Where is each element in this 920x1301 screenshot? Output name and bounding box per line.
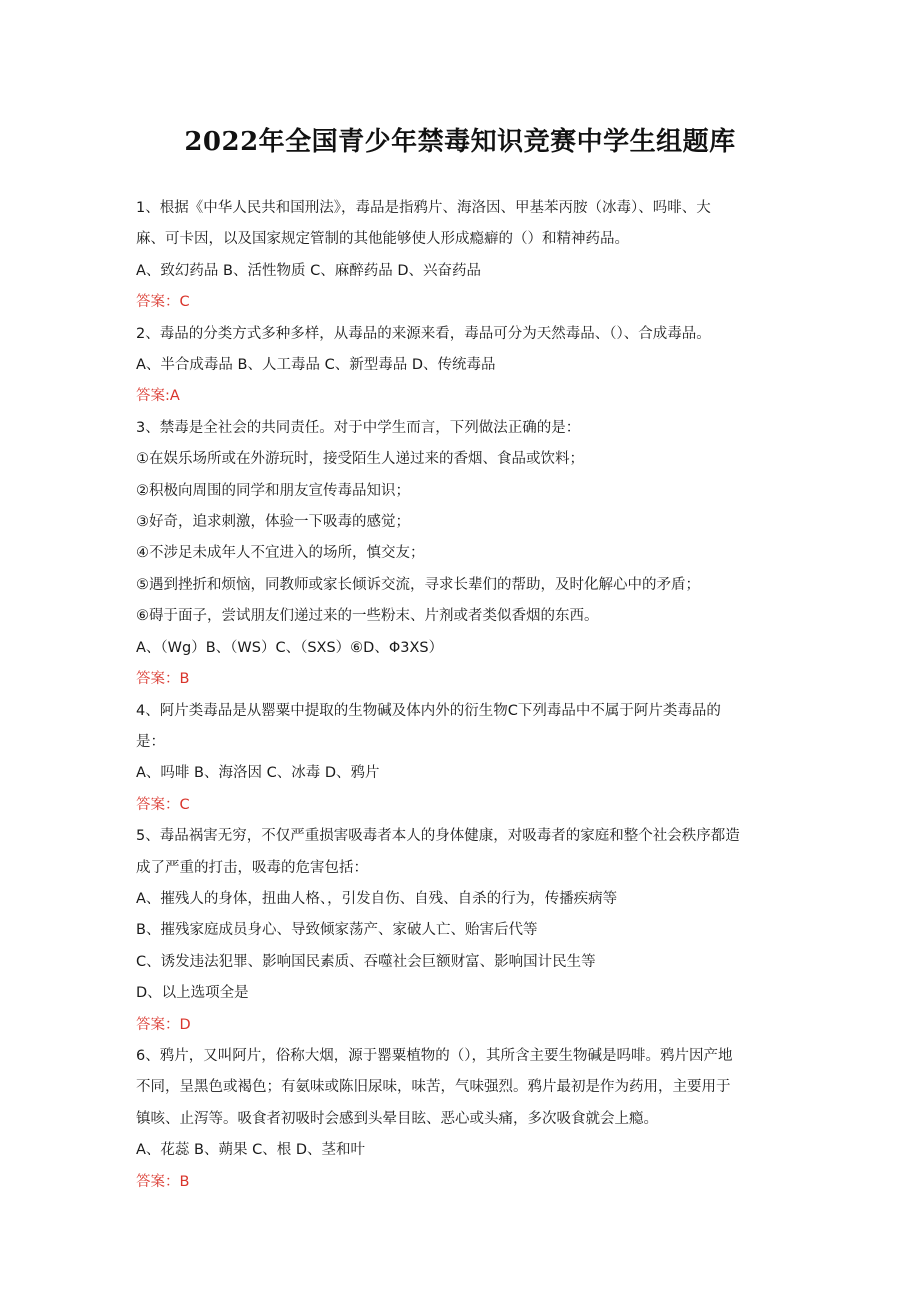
question-text: 4、阿片类毒品是从罂粟中提取的生物碱及体内外的衍生物C下列毒品中不属于阿片类毒品的: [136, 702, 721, 719]
answer-label: 答案：B: [136, 671, 190, 688]
question-option: B、摧残家庭成员身心、导致倾家荡产、家破人亡、贻害后代等: [136, 922, 538, 939]
statement-item: ①在娱乐场所或在外游玩时，接受陌生人递过来的香烟、食品或饮料；: [136, 451, 584, 468]
question-list: [136, 193, 796, 1198]
question-3: [136, 413, 796, 696]
question-text: 1、根据《中华人民共和国刑法》，毒品是指鸦片、海洛因、甲基苯丙胺（冰毒）、吗啡、大: [136, 200, 711, 216]
answer-label: 答案：C: [136, 294, 190, 311]
statement-item: ⑤遇到挫折和烦恼，同教师或家长倾诉交流，寻求长辈们的帮助，及时化解心中的矛盾；: [136, 576, 700, 593]
question-option: C、诱发违法犯罪、影响国民素质、吞噬社会巨额财富、影响国计民生等: [136, 953, 596, 970]
document-title: 2022年全国青少年禁毒知识竞赛中学生组题库: [184, 127, 736, 157]
question-6: [136, 1041, 796, 1198]
question-options: A、半合成毒品 B、人工毒品 C、新型毒品 D、传统毒品: [136, 357, 496, 374]
question-options: A、花蕊 B、蒴果 C、根 D、茎和叶: [136, 1142, 365, 1159]
question-text: 成了严重的打击，吸毒的危害包括：: [136, 859, 368, 876]
question-option: A、摧残人的身体，扭曲人格、，引发自伤、自残、自杀的行为，传播疾病等: [136, 890, 618, 907]
statement-item: ②积极向周围的同学和朋友宣传毒品知识；: [136, 482, 410, 499]
statement-item: ⑥碍于面子，尝试朋友们递过来的一些粉末、片剂或者类似香烟的东西。: [136, 608, 599, 625]
question-text: 镇咳、止泻等。吸食者初吸时会感到头晕目眩、恶心或头痛，多次吸食就会上瘾。: [136, 1110, 658, 1127]
question-text: 麻、可卡因，以及国家规定管制的其他能够使人形成瘾癖的（）和精神药品。: [136, 231, 629, 248]
answer-label: 答案:A: [136, 388, 180, 405]
statement-item: ③好奇，追求刺激，体验一下吸毒的感觉；: [136, 514, 410, 531]
question-text: 不同，呈黑色或褐色；有氨味或陈旧尿味，味苦，气味强烈。鸦片最初是作为药用，主要用于: [136, 1079, 731, 1096]
question-2: [136, 319, 796, 413]
question-text: 3、禁毒是全社会的共同责任。对于中学生而言，下列做法正确的是：: [136, 419, 581, 436]
question-text: 6、鸦片，又叫阿片，俗称大烟，源于罂粟植物的（），其所含主要生物碱是吗啡。鸦片因产地: [136, 1047, 733, 1064]
question-options: A、吗啡 B、海洛因 C、冰毒 D、鸦片: [136, 765, 380, 782]
answer-label: 答案：C: [136, 796, 190, 813]
question-4: [136, 696, 796, 822]
question-options: A、（Wg）B、（WS）C、（SXS）⑥D、Φ3XS）: [136, 639, 444, 656]
question-options: A、致幻药品 B、活性物质 C、麻醉药品 D、兴奋药品: [136, 262, 481, 279]
question-5: [136, 821, 796, 1041]
question-text: 5、毒品祸害无穷，不仅严重损害吸毒者本人的身体健康，对吸毒者的家庭和整个社会秩序都造: [136, 828, 740, 845]
question-1: [136, 193, 796, 319]
question-text: 是：: [136, 733, 165, 750]
answer-label: 答案：D: [136, 1016, 191, 1033]
question-option: D、以上选项全是: [136, 985, 249, 1002]
statement-item: ④不涉足未成年人不宜进入的场所，慎交友；: [136, 545, 425, 562]
question-text: 2、毒品的分类方式多种多样，从毒品的来源来看，毒品可分为天然毒品、（）、合成毒品。: [136, 325, 711, 342]
answer-label: 答案：B: [136, 1173, 190, 1190]
